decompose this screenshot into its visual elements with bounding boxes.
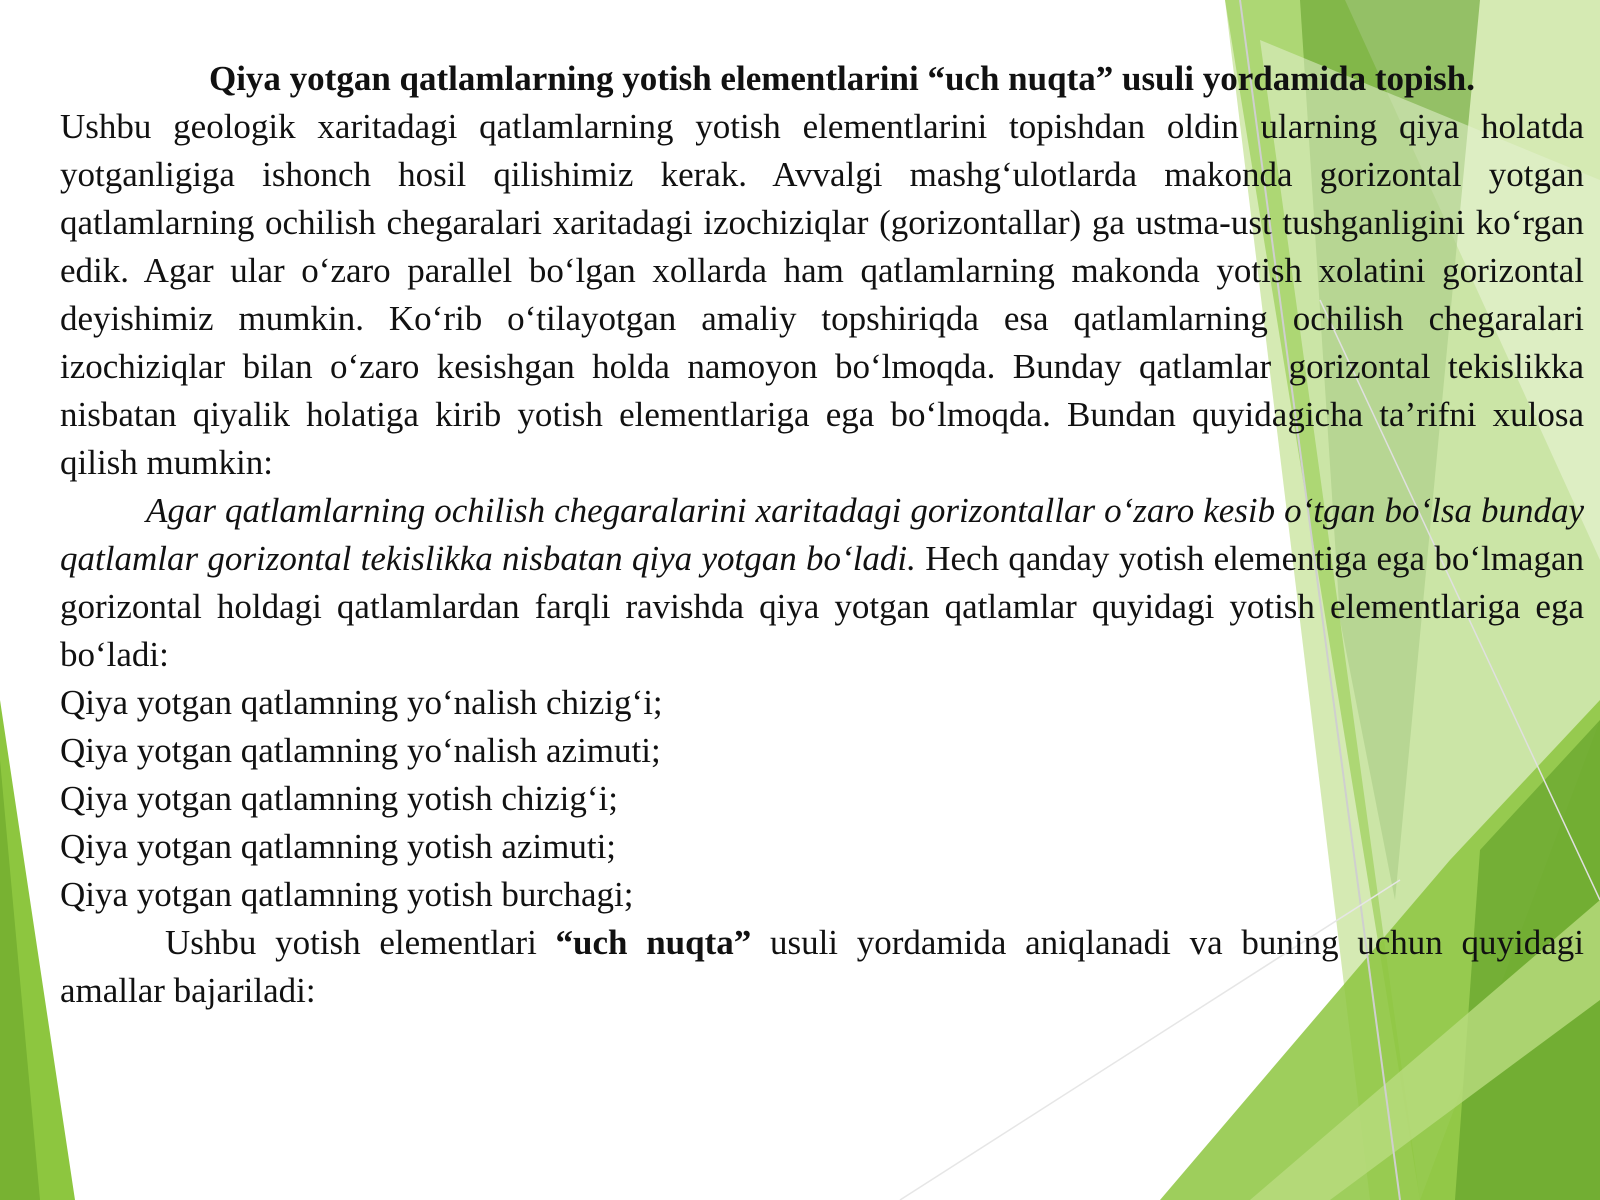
closing-text-start: Ushbu yotish elementlari — [165, 923, 556, 962]
closing-bold-term: “uch nuqta” — [555, 923, 752, 962]
list-item: Qiya yotgan qatlamning yo‘nalish azimuti; — [60, 731, 661, 770]
list-item: Qiya yotgan qatlamning yo‘nalish chizig‘i; — [60, 683, 663, 722]
definition-paragraph — [60, 487, 1584, 679]
list-item: Qiya yotgan qatlamning yotish chizig‘i; — [60, 779, 618, 818]
definition-italic-text: Agar qatlamlarning ochilish chegaralarini xaritadagi gorizontallar o‘zaro kesib o‘tgan bo‘lsa bunday qatlamlar gorizontal tekislikka nisbatan qiya yotgan bo‘ladi. — [60, 491, 1584, 578]
intro-paragraph: Ushbu geologik xaritadagi qatlamlarning yotish elementlarini topishdan oldin ularning qiya holatda yotganligiga ishonch hosil qilishimiz kerak. Avvalgi mashg‘ulotlarda makonda gorizontal yotgan qatlamlarning ochilish chegaralari xaritadagi izochiziqlar (gorizontallar) ga ustma-ust tushganligini ko‘rgan edik. Agar ular o‘zaro parallel bo‘lgan xollarda ham qatlamlarning makonda yotish xolatini gorizontal deyishimiz mumkin. Ko‘rib o‘tilayotgan amaliy topshiriqda esa qatlamlarning ochilish chegaralari izochiziqlar bilan o‘zaro kesishgan holda namoyon bo‘lmoqda. Bunday qatlamlar gorizontal tekislikka nisbatan qiyalik holatiga kirib yotish elementlariga ega bo‘lmoqda. Bundan quyidagicha ta’rifni xulosa qilish mumkin: — [60, 107, 1584, 482]
list-item: Qiya yotgan qatlamning yotish burchagi; — [60, 875, 634, 914]
closing-paragraph — [60, 919, 1584, 1015]
slide-content — [60, 55, 1584, 1015]
list-item: Qiya yotgan qatlamning yotish azimuti; — [60, 827, 617, 866]
definition-rest-text: Hech qanday yotish elementiga ega bo‘lmagan gorizontal holdagi qatlamlardan farqli ravishda qiya yotgan qatlamlar quyidagi yotish elementlariga ega bo‘ladi: — [60, 539, 1584, 674]
closing-text-end: usuli yordamida aniqlanadi va buning uchun quyidagi amallar bajariladi: — [60, 923, 1584, 1010]
slide-title: Qiya yotgan qatlamlarning yotish elementlarini “uch nuqta” usuli yordamida topish. — [208, 59, 1475, 98]
